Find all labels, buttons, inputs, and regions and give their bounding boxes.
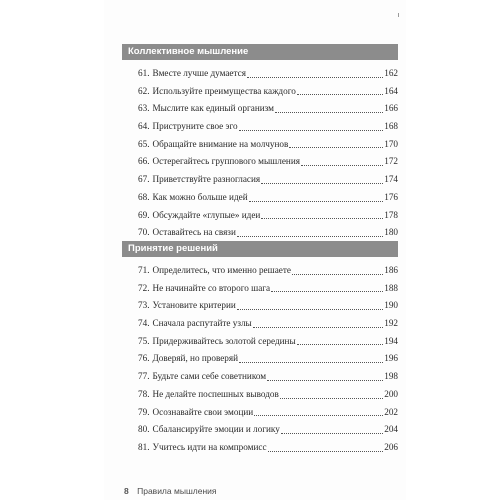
entry-title: Будьте сами себе советником [152,371,267,382]
entry-number: 80. [138,424,150,435]
entry-title: Приструните свое эго [152,121,238,132]
entry-title: Остерегайтесь группового мышления [152,156,300,167]
entry-number: 77. [138,371,150,382]
dot-leader [267,379,383,381]
toc-entry [122,335,398,353]
toc-entries [122,264,398,459]
dot-leader [280,397,383,399]
entry-title: Мыслите как единый организм [152,103,274,114]
footer-running-title: Правила мышления [137,486,217,496]
toc-entry [122,85,398,103]
entry-page-number: 172 [384,156,398,167]
toc-section-collective-thinking [122,44,398,244]
dot-leader [239,129,384,131]
dot-leader [261,182,383,184]
entry-number: 81. [138,441,150,452]
entry-title: Определитесь, что именно решаете [152,265,291,275]
dot-leader [249,200,384,202]
toc-entry [122,299,398,317]
toc-entry [122,388,398,406]
entry-number: 65. [138,138,150,149]
entry-page-number: 190 [384,300,398,311]
section-header: Принятие решений [122,241,398,257]
entry-title: Доверяй, но проверяй [152,353,239,364]
toc-entry [122,191,398,209]
toc-entry [122,282,398,300]
entry-number: 76. [138,353,150,364]
entry-title: Не делайте поспешных выводов [152,388,279,399]
entry-number: 69. [138,209,150,220]
entry-page-number: 194 [384,335,398,346]
toc-entry [122,120,398,138]
dot-leader [237,235,383,237]
dot-leader [281,432,383,434]
dot-leader [292,273,383,275]
dot-leader [253,326,383,328]
entry-title: Осознавайте свои эмоции [152,406,254,417]
dot-leader [301,164,383,166]
toc-section-decision-making [122,241,398,459]
section-header: Коллективное мышление [122,44,398,60]
entry-page-number: 162 [384,68,398,78]
dot-leader [297,343,384,345]
entry-page-number: 178 [384,209,398,220]
entry-title: Обращайте внимание на молчунов [152,138,289,149]
page-footer [124,486,217,496]
entry-title: Оставайтесь на связи [152,227,236,238]
corner-mark [398,13,399,17]
toc-entry [122,423,398,441]
entry-number: 74. [138,318,150,329]
entry-number: 73. [138,300,150,311]
entry-title: Сбалансируйте эмоции и логику [152,424,280,435]
entry-number: 75. [138,335,150,346]
entry-number: 61. [138,68,150,78]
toc-entry [122,102,398,120]
entry-title: Установите критерии [152,300,236,311]
entry-page-number: 176 [384,191,398,202]
entry-page-number: 196 [384,353,398,364]
toc-entry [122,173,398,191]
dot-leader [261,217,383,219]
dot-leader [237,308,383,310]
entry-number: 67. [138,174,150,185]
toc-entry [122,352,398,370]
entry-page-number: 206 [384,441,398,452]
entry-number: 72. [138,282,150,293]
entry-page-number: 204 [384,424,398,435]
entry-number: 70. [138,227,150,238]
entry-page-number: 188 [384,282,398,293]
entry-number: 66. [138,156,150,167]
toc-entry [122,155,398,173]
entry-title: Приветствуйте разногласия [152,174,261,185]
dot-leader [289,146,383,148]
dot-leader [247,76,383,78]
entry-page-number: 166 [384,103,398,114]
entry-page-number: 170 [384,138,398,149]
entry-title: Обсуждайте «глупые» идеи [152,209,261,220]
toc-entry [122,209,398,227]
entry-page-number: 164 [384,85,398,96]
entry-title: Вместе лучше думается [152,68,246,78]
toc-entry [122,406,398,424]
entry-number: 68. [138,191,150,202]
toc-entry [122,317,398,335]
entry-page-number: 168 [384,121,398,132]
entry-title: Придерживайтесь золотой середины [152,335,296,346]
entry-number: 79. [138,406,150,417]
entry-title: Не начинайте со второго шага [152,282,271,293]
dot-leader [297,93,383,95]
entry-page-number: 198 [384,371,398,382]
toc-entry [122,441,398,459]
entry-page-number: 200 [384,388,398,399]
toc-entry [122,67,398,85]
dot-leader [271,290,383,292]
entry-number: 64. [138,121,150,132]
entry-page-number: 192 [384,318,398,329]
entry-number: 62. [138,85,150,96]
entry-page-number: 202 [384,406,398,417]
toc-entry [122,370,398,388]
dot-leader [254,414,383,416]
entry-number: 71. [138,265,150,275]
dot-leader [268,450,384,452]
entry-page-number: 174 [384,174,398,185]
toc-entry [122,138,398,156]
entry-title: Как можно больше идей [152,191,248,202]
entry-number: 63. [138,103,150,114]
dot-leader [275,111,383,113]
entry-page-number: 180 [384,227,398,238]
toc-entries [122,67,398,244]
entry-title: Сначала распутайте узлы [152,318,252,329]
entry-number: 78. [138,388,150,399]
entry-title: Учитесь идти на компромисс [152,441,267,452]
toc-entry [122,264,398,282]
entry-page-number: 186 [384,265,398,275]
footer-page-number: 8 [124,486,129,496]
entry-title: Используйте преимущества каждого [152,85,296,96]
dot-leader [239,361,383,363]
